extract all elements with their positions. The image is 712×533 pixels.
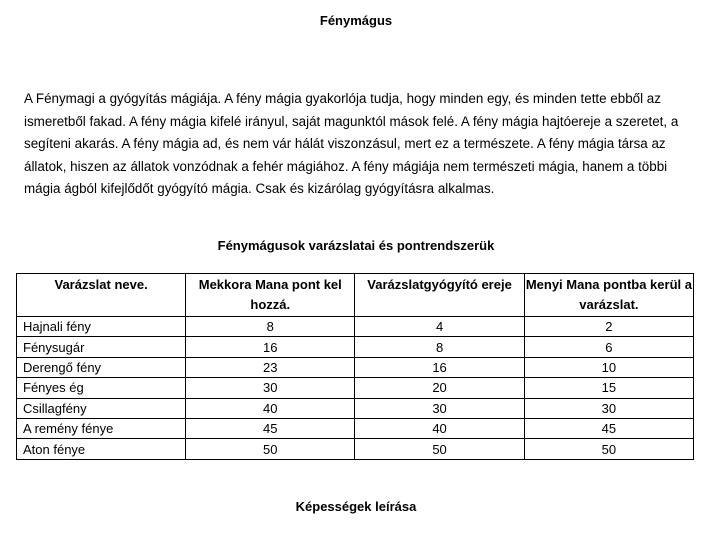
mana-cost-cell: 6 <box>524 337 693 357</box>
table-row <box>17 317 694 337</box>
spell-name-cell: Fénysugár <box>17 337 186 357</box>
table-title: Fénymágusok varázslatai és pontrendszerük <box>217 238 495 253</box>
healing-power-cell: 30 <box>355 398 525 418</box>
table-row <box>17 398 694 418</box>
spell-name-cell: Fényes ég <box>17 378 186 398</box>
mana-required-cell: 50 <box>186 439 355 459</box>
header-mana-required: Mekkora Mana pont kel hozzá. <box>186 274 355 317</box>
mana-cost-cell: 50 <box>524 439 693 459</box>
spells-table <box>16 273 694 460</box>
mana-cost-cell: 30 <box>524 398 693 418</box>
table-row <box>17 418 694 438</box>
intro-paragraph: A Fénymagi a gyógyítás mágiája. A fény mágia gyakorlója tudja, hogy minden egy, és minden tette ebből az ismeretből fakad. A fény mágia kifelé irányul, saját magunktól mások felé. A fény mágia hajtóereje a szeretet, a segíteni akarás. A fény mágia ad, és nem vár hálát viszonzásul, mert ez a természete. A fény mágia társa az állatok, hiszen az állatok vonzódnak a fehér mágiához. A fény mágiája nem természeti mágia, hanem a többi mágia ágból kifejlődőt gyógyító mágia. Csak és kizárólag gyógyításra alkalmas. <box>24 91 679 197</box>
spell-name-cell: Aton fénye <box>17 439 186 459</box>
spell-name-cell: Csillagfény <box>17 398 186 418</box>
mana-required-cell: 16 <box>186 337 355 357</box>
table-row <box>17 357 694 377</box>
table-row <box>17 378 694 398</box>
header-spell-name: Varázslat neve. <box>17 274 186 317</box>
header-mana-cost: Menyi Mana pontba kerül a varázslat. <box>524 274 693 317</box>
mana-cost-cell: 15 <box>524 378 693 398</box>
table-header-row <box>17 274 694 317</box>
mana-required-cell: 40 <box>186 398 355 418</box>
section-title: Képességek leírása <box>295 499 417 514</box>
document-title: Fénymágus <box>319 13 393 28</box>
healing-power-cell: 8 <box>355 337 525 357</box>
mana-required-cell: 8 <box>186 317 355 337</box>
spell-name-cell: Hajnali fény <box>17 317 186 337</box>
header-healing-power: Varázslatgyógyító ereje <box>355 274 525 317</box>
spell-name-cell: Derengő fény <box>17 357 186 377</box>
healing-power-cell: 16 <box>355 357 525 377</box>
mana-cost-cell: 45 <box>524 418 693 438</box>
healing-power-cell: 4 <box>355 317 525 337</box>
healing-power-cell: 20 <box>355 378 525 398</box>
spell-name-cell: A remény fénye <box>17 418 186 438</box>
table-row <box>17 337 694 357</box>
healing-power-cell: 40 <box>355 418 525 438</box>
table-row <box>17 439 694 459</box>
mana-required-cell: 30 <box>186 378 355 398</box>
healing-power-cell: 50 <box>355 439 525 459</box>
mana-required-cell: 23 <box>186 357 355 377</box>
mana-cost-cell: 2 <box>524 317 693 337</box>
mana-cost-cell: 10 <box>524 357 693 377</box>
mana-required-cell: 45 <box>186 418 355 438</box>
